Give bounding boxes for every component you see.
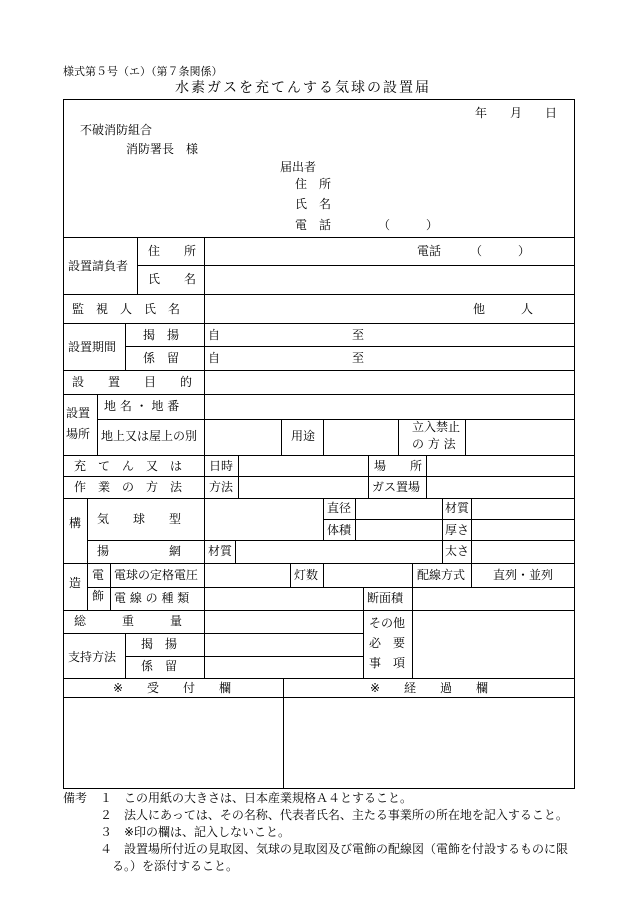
table-rule <box>471 498 472 563</box>
installer-phone-paren: （ ） <box>470 244 531 258</box>
volume-label: 体積 <box>327 523 352 537</box>
gas-storage-label: ガス置場 <box>372 480 421 494</box>
table-rule <box>63 476 575 477</box>
net-material-label: 材質 <box>208 544 233 558</box>
supervisor-others: 他 <box>473 302 486 316</box>
table-rule <box>63 237 575 238</box>
table-rule <box>63 610 575 611</box>
table-rule <box>323 419 324 455</box>
table-rule <box>465 419 466 455</box>
table-rule <box>87 540 575 541</box>
table-rule <box>63 563 575 564</box>
table-rule <box>283 678 284 789</box>
lot-address-label: 地 名 ・ 地 番 <box>104 399 180 413</box>
note-3-text: ※印の欄は、記入しないこと。 <box>124 825 291 839</box>
addressee-title: 消防署長 様 <box>126 142 199 156</box>
table-rule <box>204 237 205 678</box>
table-rule <box>125 323 126 370</box>
table-rule <box>137 237 138 294</box>
table-rule <box>97 394 98 455</box>
other-label-3: 事 項 <box>369 656 406 670</box>
table-rule <box>63 323 575 324</box>
table-rule <box>125 633 126 678</box>
period-moor-to: 至 <box>352 351 365 365</box>
table-rule <box>281 419 282 455</box>
method-label: 方法 <box>209 480 234 494</box>
no-entry-label-1: 立入禁止 <box>412 420 461 434</box>
note-1-num: １ <box>100 791 113 805</box>
installer-label: 設置請負者 <box>68 259 129 273</box>
period-raise-from: 自 <box>208 328 221 342</box>
table-rule <box>363 587 364 678</box>
place-label: 場 所 <box>374 459 423 473</box>
submitter-address-label: 住 所 <box>295 177 332 191</box>
table-rule <box>63 697 575 698</box>
reception-label: ※ 受 付 欄 <box>113 681 232 695</box>
location-label-2: 場所 <box>66 427 91 441</box>
table-rule <box>87 587 575 588</box>
table-rule <box>125 346 575 347</box>
period-raise-label: 揭 揚 <box>143 328 180 342</box>
thickness-label: 厚さ <box>445 523 470 537</box>
rated-voltage-label: 電球の定格電圧 <box>114 568 199 582</box>
table-rule <box>412 563 413 587</box>
table-rule <box>63 455 575 456</box>
table-rule <box>471 563 472 587</box>
wiring-label: 配線方式 <box>417 568 466 582</box>
cross-section-label: 断面積 <box>367 591 404 605</box>
addressee-org: 不破消防組合 <box>80 123 153 137</box>
lamp-count-label: 灯数 <box>294 568 319 582</box>
submitter-phone-label: 電 話 <box>295 218 332 232</box>
date-month: 月 <box>510 106 523 120</box>
period-label: 設置期間 <box>68 340 117 354</box>
table-rule <box>442 498 443 563</box>
table-rule <box>110 563 111 610</box>
note-4-text: 設置場所付近の見取図、気球の見取図及び電飾の配線図（電飾を付設するものに限 <box>124 842 569 856</box>
table-rule <box>63 294 575 295</box>
supervisor-label: 監 視 人 氏 名 <box>72 302 181 316</box>
note-2-text: 法人にあっては、その名称、代表者氏名、主たる事業所の所在地を記入すること。 <box>124 808 568 822</box>
total-weight-label: 総 重 量 <box>74 614 183 628</box>
table-rule <box>63 633 363 634</box>
table-rule <box>355 498 356 540</box>
datetime-label: 日時 <box>209 459 234 473</box>
table-rule <box>63 394 575 395</box>
no-entry-label-2: の 方 法 <box>412 437 456 451</box>
decor-label-2: 飾 <box>92 589 105 603</box>
filling-label-2: 作 業 の 方 法 <box>74 480 183 494</box>
structure-label-2: 造 <box>69 576 82 590</box>
date-year: 年 <box>475 106 488 120</box>
note-2-num: ２ <box>100 808 113 822</box>
notes-label: 備考 <box>63 791 88 805</box>
submitter-label: 届出者 <box>280 160 317 174</box>
location-label-1: 設置 <box>66 406 91 420</box>
installer-phone-label: 電話 <box>417 244 442 258</box>
installer-address-label: 住 所 <box>148 244 197 258</box>
table-rule <box>412 587 413 678</box>
table-rule <box>87 498 88 610</box>
table-rule <box>137 265 575 266</box>
installer-name-label: 氏 名 <box>148 272 197 286</box>
submitter-phone-paren: （ ） <box>378 218 439 232</box>
wiring-value: 直列・並列 <box>493 568 554 582</box>
other-label-2: 必 要 <box>369 636 406 650</box>
filling-label-1: 充 て ん 又 は <box>74 459 183 473</box>
purpose-label: 設 置 目 的 <box>72 375 193 389</box>
table-rule <box>97 419 575 420</box>
other-label-1: その他 <box>369 616 406 630</box>
structure-label-1: 構 <box>69 516 82 530</box>
note-1-text: この用紙の大きさは、日本産業規格Ａ４とすること。 <box>124 791 413 805</box>
support-moor-label: 係 留 <box>141 659 178 673</box>
date-day: 日 <box>545 106 558 120</box>
table-rule <box>368 455 369 498</box>
note-4-continued: る。）を添付すること。 <box>112 859 239 873</box>
table-rule <box>235 540 236 563</box>
table-rule <box>63 370 575 371</box>
raise-net-label: 揚 網 <box>97 544 182 558</box>
table-rule <box>125 656 363 657</box>
table-rule <box>398 419 399 455</box>
table-rule <box>323 498 324 540</box>
table-rule <box>238 455 239 498</box>
support-raise-label: 揭 揚 <box>141 637 178 651</box>
progress-label: ※ 経 過 欄 <box>370 681 489 695</box>
table-rule <box>63 678 575 679</box>
submitter-name-label: 氏 名 <box>295 197 332 211</box>
balloon-type-label: 気 球 型 <box>97 512 182 526</box>
diameter-label: 直径 <box>327 501 352 515</box>
usage-label: 用途 <box>291 429 316 443</box>
form-number: 様式第５号（エ）（第７条関係） <box>63 65 223 78</box>
supervisor-persons: 人 <box>521 302 534 316</box>
note-4-num: ４ <box>100 842 113 856</box>
period-moor-from: 自 <box>208 351 221 365</box>
decor-label-1: 電 <box>92 568 105 582</box>
ground-roof-label: 地上又は屋上の別 <box>101 429 198 443</box>
table-rule <box>323 519 575 520</box>
page-title: 水素ガスを充てんする気球の設置届 <box>175 80 431 96</box>
table-rule <box>323 563 324 587</box>
period-moor-label: 係 留 <box>143 351 180 365</box>
note-3-num: ３ <box>100 825 113 839</box>
net-size-label: 太さ <box>445 544 470 558</box>
table-rule <box>63 498 575 499</box>
support-label: 支持方法 <box>68 650 117 664</box>
table-rule <box>426 455 427 498</box>
table-rule <box>290 563 291 587</box>
wire-type-label: 電 線 の 種 類 <box>114 591 190 605</box>
period-raise-to: 至 <box>352 328 365 342</box>
balloon-material-label: 材質 <box>445 501 470 515</box>
